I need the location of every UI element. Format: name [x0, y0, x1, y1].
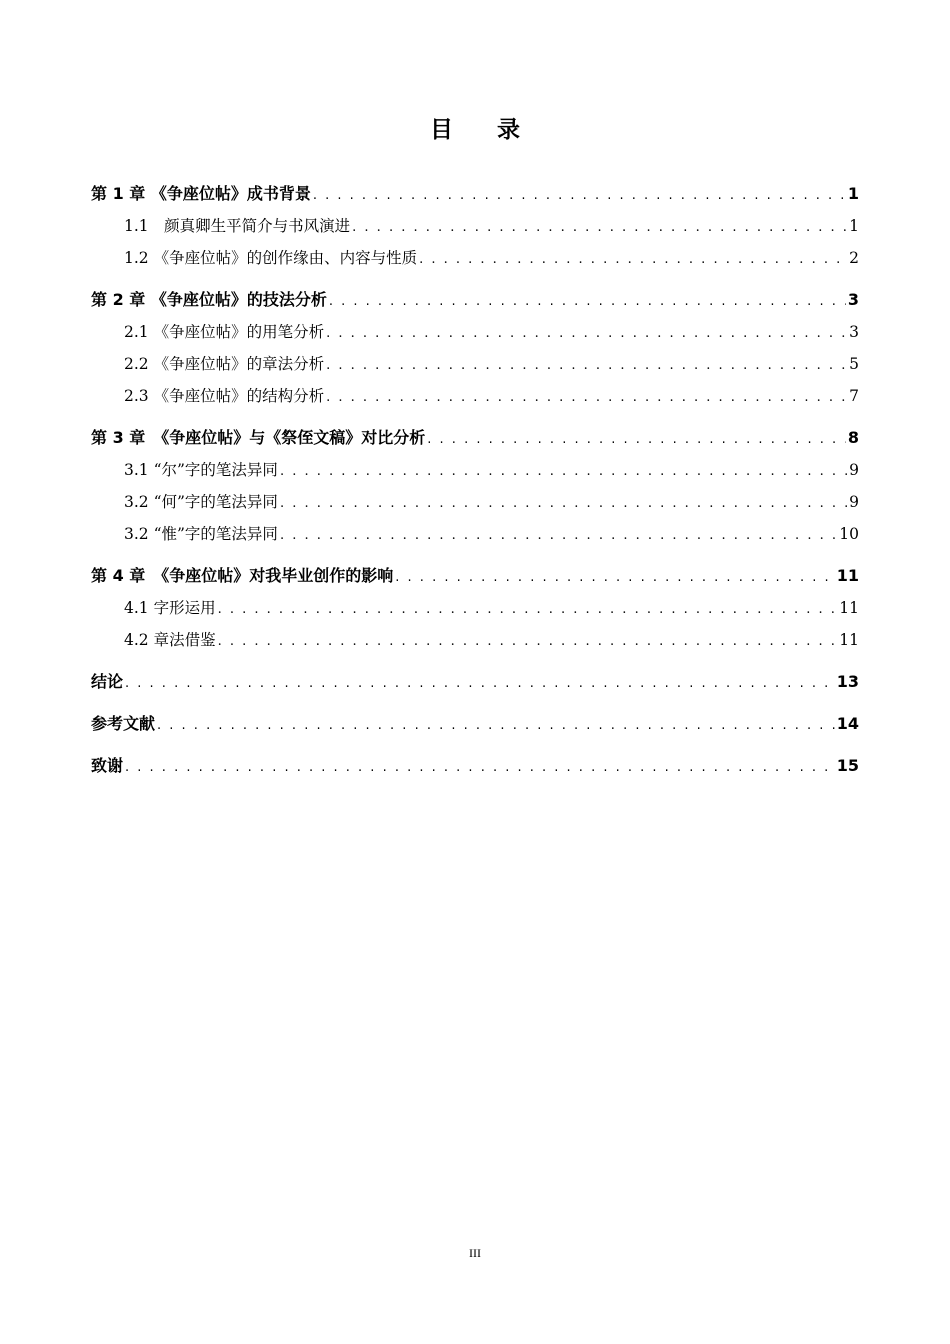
dot-leader	[280, 520, 837, 552]
toc-entry-page: 9	[849, 493, 859, 511]
toc-entry-chapter-1[interactable]	[91, 178, 859, 210]
dot-leader	[419, 244, 847, 276]
dot-leader	[157, 710, 835, 742]
dot-leader	[326, 382, 847, 414]
toc-entry-label: 第 1 章 《争座位帖》成书背景	[91, 184, 311, 203]
toc-entry-section-2-3[interactable]	[91, 380, 859, 412]
toc-entry-page: 1	[847, 184, 859, 203]
toc-entry-page: 7	[849, 387, 859, 405]
dot-leader	[326, 318, 847, 350]
toc-entry-page: 10	[839, 525, 859, 543]
toc-entry-acknowledgements[interactable]	[91, 750, 859, 782]
toc-entry-page: 11	[839, 631, 859, 649]
toc-entry-label: 4.2 章法借鉴	[124, 631, 216, 649]
toc-entry-label: 第 4 章 《争座位帖》对我毕业创作的影响	[91, 566, 394, 585]
toc-entry-label: 1.1 颜真卿生平简介与书风演进	[124, 217, 351, 235]
toc-entry-page: 2	[849, 249, 859, 267]
toc-entry-page: 3	[847, 290, 859, 309]
dot-leader	[280, 488, 847, 520]
toc-entry-conclusion[interactable]	[91, 666, 859, 698]
toc-entry-page: 3	[849, 323, 859, 341]
toc-entry-page: 1	[849, 217, 859, 235]
toc-entry-page: 8	[847, 428, 859, 447]
toc-entry-page: 15	[836, 756, 859, 775]
toc-entry-chapter-2[interactable]	[91, 284, 859, 316]
dot-leader	[218, 594, 838, 626]
dot-leader	[329, 286, 846, 318]
toc-entry-label: 1.2 《争座位帖》的创作缘由、内容与性质	[124, 249, 418, 267]
toc-entry-label: 2.1 《争座位帖》的用笔分析	[124, 323, 325, 341]
dot-leader	[125, 752, 835, 784]
toc-entry-label: 3.2 “惟”字的笔法异同	[124, 525, 278, 543]
toc-entry-section-3-1[interactable]	[91, 454, 859, 486]
dot-leader	[125, 668, 835, 700]
toc-entry-page: 11	[839, 599, 859, 617]
toc-entry-section-4-1[interactable]	[91, 592, 859, 624]
toc-entry-label: 4.1 字形运用	[124, 599, 216, 617]
toc-entry-section-4-2[interactable]	[91, 624, 859, 656]
toc-entry-label: 参考文献	[91, 714, 156, 733]
dot-leader	[352, 212, 847, 244]
dot-leader	[326, 350, 847, 382]
toc-entry-section-1-2[interactable]	[91, 242, 859, 274]
toc-entry-label: 3.2 “何”字的笔法异同	[124, 493, 278, 511]
page-title: 目录	[430, 117, 564, 143]
toc-entry-label: 结论	[91, 672, 124, 691]
toc-entry-chapter-3[interactable]	[91, 422, 859, 454]
toc-entry-label: 3.1 “尔”字的笔法异同	[124, 461, 278, 479]
toc-entry-section-2-1[interactable]	[91, 316, 859, 348]
toc-entry-label: 第 2 章 《争座位帖》的技法分析	[91, 290, 327, 309]
dot-leader	[218, 626, 838, 658]
toc-entry-section-1-1[interactable]	[91, 210, 859, 242]
toc-entry-label: 第 3 章 《争座位帖》与《祭侄文稿》对比分析	[91, 428, 426, 447]
toc-entry-page: 13	[836, 672, 859, 691]
table-of-contents	[91, 178, 859, 782]
toc-entry-label: 2.2 《争座位帖》的章法分析	[124, 355, 325, 373]
toc-entry-page: 9	[849, 461, 859, 479]
toc-entry-chapter-4[interactable]	[91, 560, 859, 592]
toc-entry-page: 5	[849, 355, 859, 373]
toc-entry-label: 致谢	[91, 756, 124, 775]
toc-entry-references[interactable]	[91, 708, 859, 740]
dot-leader	[313, 180, 846, 212]
toc-entry-section-3-2[interactable]	[91, 486, 859, 518]
page-number: III	[469, 1246, 481, 1260]
toc-entry-label: 2.3 《争座位帖》的结构分析	[124, 387, 325, 405]
toc-entry-page: 14	[836, 714, 859, 733]
toc-entry-section-2-2[interactable]	[91, 348, 859, 380]
toc-entry-page: 11	[836, 566, 859, 585]
dot-leader	[395, 562, 834, 594]
toc-entry-section-3-3[interactable]	[91, 518, 859, 550]
dot-leader	[427, 424, 846, 456]
dot-leader	[280, 456, 847, 488]
